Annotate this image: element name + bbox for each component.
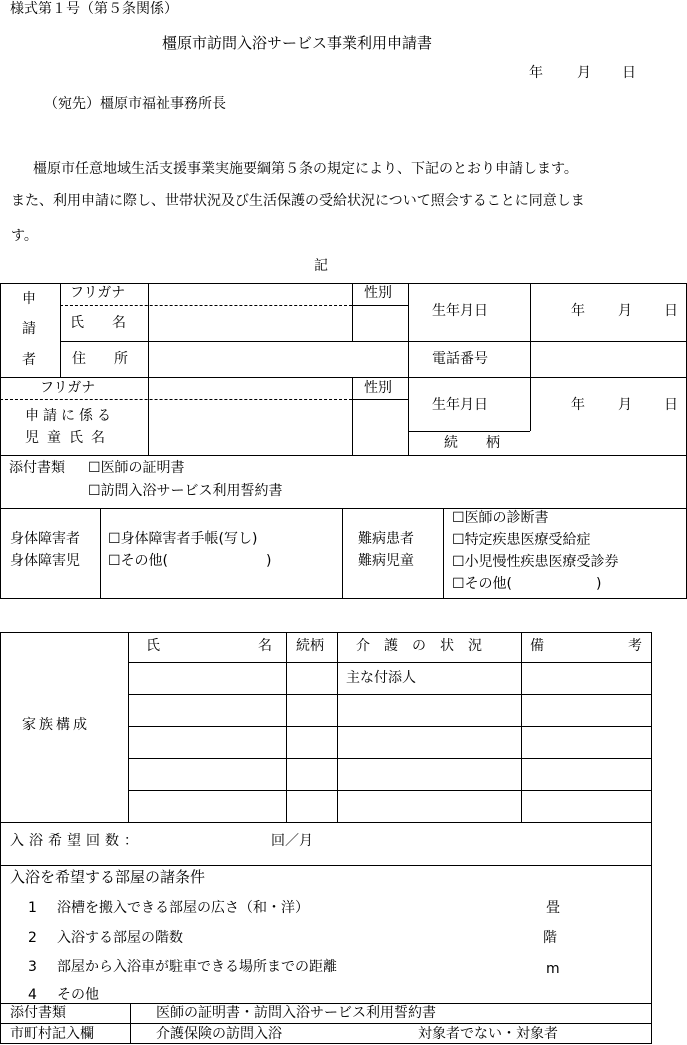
child-bd-day: 日 xyxy=(664,397,678,413)
child-birthdate-label: 生年月日 xyxy=(432,397,488,413)
child-name-label-2: 児童氏名 xyxy=(25,430,113,446)
footer-attach-label: 添付書類 xyxy=(10,1005,66,1021)
attachment-checkbox-pledge[interactable] xyxy=(88,484,283,498)
disability-other-label: その他( ) xyxy=(120,553,272,569)
date-year-label: 年 xyxy=(529,65,543,81)
child-gender-label: 性別 xyxy=(364,380,392,396)
attachment-pledge-label: 訪問入浴サービス利用誓約書 xyxy=(100,483,283,499)
room-item-2-unit: 階 xyxy=(543,930,557,946)
applicant-side-label-1: 申 xyxy=(22,291,36,307)
page-title: 橿原市訪問入浴サービス事業利用申請書 xyxy=(162,34,433,52)
disability-checkbox-handbook[interactable] xyxy=(108,532,258,546)
main-caregiver-label: 主な付添人 xyxy=(346,670,416,686)
date-day-label: 日 xyxy=(622,65,636,81)
applicant-address-label: 住 所 xyxy=(72,351,128,367)
child-furigana-label: フリガナ xyxy=(40,380,96,396)
room-item-1-num: 1 xyxy=(28,900,37,916)
child-relation-label: 続 柄 xyxy=(444,435,500,451)
applicant-phone-label: 電話番号 xyxy=(432,351,488,367)
nanbyo-checkbox-other[interactable] xyxy=(452,577,602,591)
nanbyo-checkbox-diagnosis[interactable] xyxy=(452,511,549,525)
form-number: 様式第１号（第５条関係） xyxy=(10,1,178,17)
family-col-note-b: 考 xyxy=(628,638,642,654)
disability-label-2: 身体障害児 xyxy=(10,553,80,569)
applicant-furigana-label: フリガナ xyxy=(70,285,126,301)
date-month-label: 月 xyxy=(577,65,591,81)
applicant-birthdate-label: 生年月日 xyxy=(432,303,488,319)
family-col-name-a: 氏 xyxy=(146,638,160,654)
applicant-gender-label: 性別 xyxy=(364,285,392,301)
room-item-2-text: 入浴する部屋の階数 xyxy=(57,930,183,946)
room-item-3-text: 部屋から入浴車が駐車できる場所までの距離 xyxy=(57,959,337,975)
body-line-1: 橿原市任意地域生活支援事業実施要綱第５条の規定により、下記のとおり申請します。 xyxy=(33,161,578,177)
attachments-label: 添付書類 xyxy=(9,460,65,476)
nanbyo-diagnosis-label: 医師の診断書 xyxy=(464,510,549,526)
footer-attach-value: 医師の証明書・訪問入浴サービス利用誓約書 xyxy=(156,1005,436,1021)
nanbyo-other-label: その他( ) xyxy=(464,576,602,592)
applicant-bd-month: 月 xyxy=(618,303,632,319)
disability-handbook-label: 身体障害者手帳(写し) xyxy=(120,531,258,547)
room-item-1-unit: 畳 xyxy=(546,900,560,916)
family-col-note-a: 備 xyxy=(530,638,544,654)
family-side-label: 家族構成 xyxy=(22,717,90,733)
footer-city-value: 介護保険の訪問入浴 xyxy=(156,1026,282,1042)
footer-city-label: 市町村記入欄 xyxy=(10,1026,94,1042)
room-title: 入浴を希望する部屋の諸条件 xyxy=(10,868,206,886)
nanbyo-checkbox-pediatric[interactable] xyxy=(452,555,619,569)
footer-target: 対象者でない・対象者 xyxy=(418,1026,558,1042)
applicant-side-label-3: 者 xyxy=(22,352,36,368)
child-bd-year: 年 xyxy=(571,397,585,413)
nanbyo-pediatric-label: 小児慢性疾患医療受診券 xyxy=(464,554,619,570)
addressee: （宛先）橿原市福祉事務所長 xyxy=(44,96,226,112)
family-col-name-b: 名 xyxy=(258,638,272,654)
disability-label-1: 身体障害者 xyxy=(10,531,80,547)
disability-checkbox-other[interactable] xyxy=(108,554,272,568)
attachment-doctor-label: 医師の証明書 xyxy=(100,460,185,476)
room-item-2-num: 2 xyxy=(28,930,37,946)
applicant-bd-year: 年 xyxy=(571,303,585,319)
child-bd-month: 月 xyxy=(618,397,632,413)
room-item-3-unit: m xyxy=(546,961,560,977)
room-item-4-text: その他 xyxy=(57,987,99,1003)
body-line-3: す。 xyxy=(11,228,38,244)
attachment-checkbox-doctor[interactable] xyxy=(88,461,185,475)
ki-label: 記 xyxy=(314,258,328,274)
nanbyo-checkbox-specific[interactable] xyxy=(452,533,591,547)
nanbyo-label-2: 難病児童 xyxy=(358,553,414,569)
bath-count-label: 入浴希望回数： xyxy=(10,833,143,849)
applicant-name-label: 氏 名 xyxy=(70,315,126,331)
family-col-care: 介 護 の 状 況 xyxy=(356,638,482,654)
nanbyo-specific-label: 特定疾患医療受給症 xyxy=(464,532,591,548)
child-name-label-1: 申請に係る xyxy=(25,408,115,424)
bath-count-unit: 回／月 xyxy=(271,833,313,849)
room-item-1-text: 浴槽を搬入できる部屋の広さ（和・洋） xyxy=(57,900,309,916)
room-item-3-num: 3 xyxy=(28,959,37,975)
applicant-bd-day: 日 xyxy=(664,303,678,319)
room-item-4-num: 4 xyxy=(28,987,37,1003)
family-col-relation: 続柄 xyxy=(296,638,324,654)
body-line-2: また、利用申請に際し、世帯状況及び生活保護の受給状況について照会することに同意しま xyxy=(11,193,585,209)
nanbyo-label-1: 難病患者 xyxy=(358,531,414,547)
applicant-side-label-2: 請 xyxy=(22,321,36,337)
